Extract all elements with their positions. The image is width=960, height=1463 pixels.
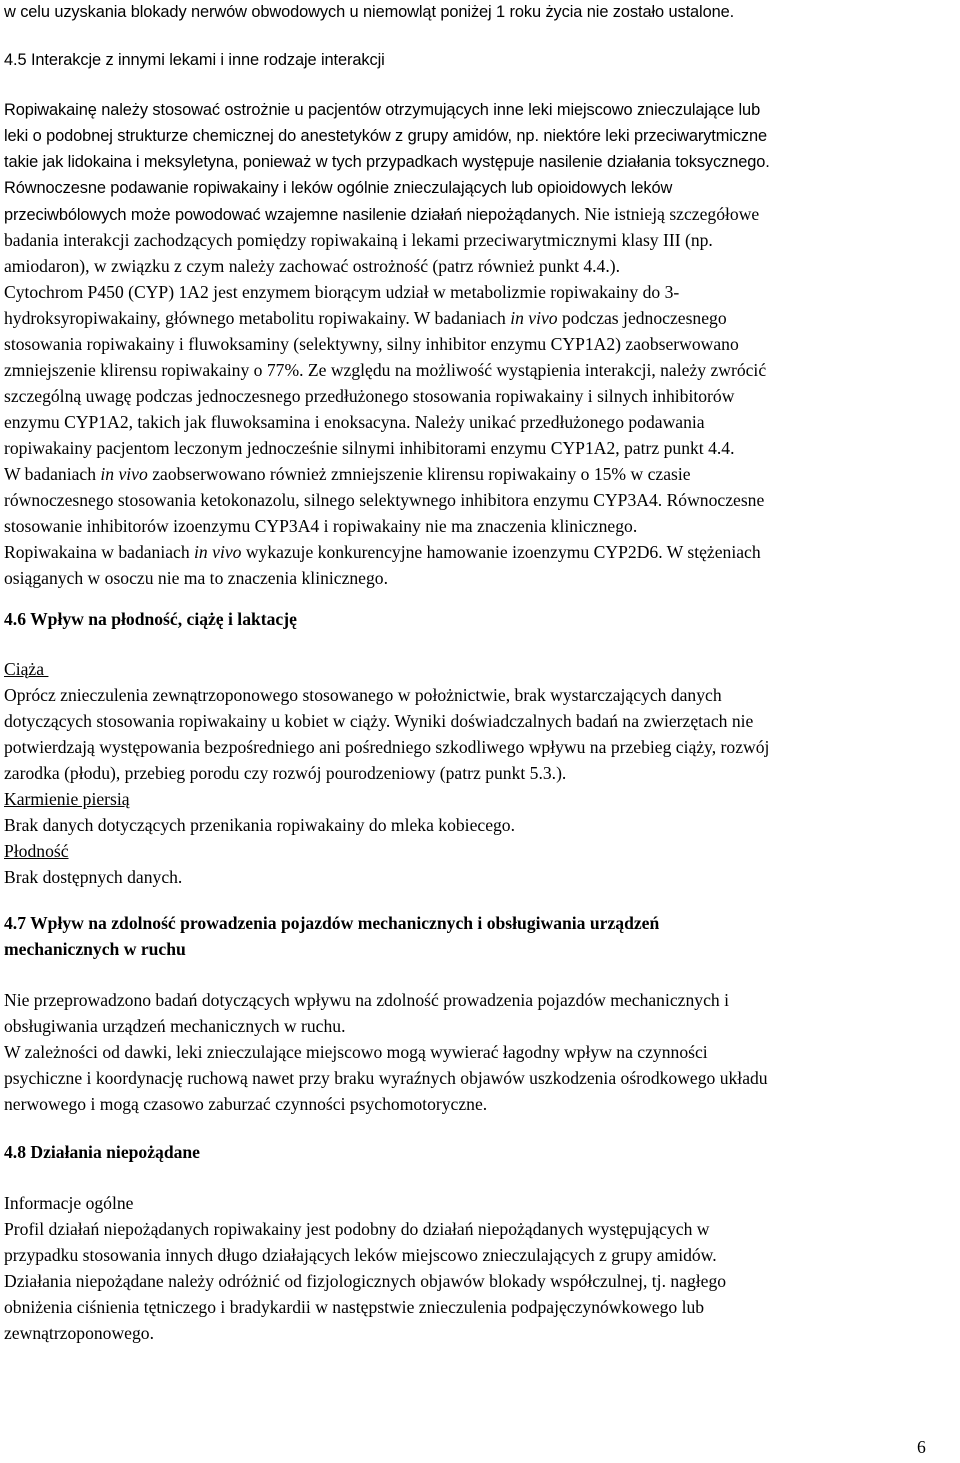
text-line: przypadku stosowania innych długo działających leków miejscowo znieczulających z grupy amidów.: [4, 1245, 717, 1265]
text-line: [4, 305, 770, 331]
section-4-6: [4, 606, 297, 632]
subheading-line: [4, 786, 769, 812]
section-4-5-body: [4, 97, 770, 591]
section-heading: 4.8 Działania niepożądane: [4, 1142, 200, 1162]
text-line: Oprócz znieczulenia zewnątrzoponowego stosowanego w położnictwie, brak wystarczających danych: [4, 685, 722, 705]
subheading-breastfeeding: Karmienie piersią: [4, 789, 130, 809]
section-heading-line: 4.7 Wpływ na zdolność prowadzenia pojazdów mechanicznych i obsługiwania urządzeń: [4, 913, 660, 933]
text-line: Profil działań niepożądanych ropiwakainy jest podobny do działań niepożądanych występujących w: [4, 1219, 710, 1239]
section-4-8-body: [4, 1190, 726, 1346]
text-line: amiodaron), w związku z czym należy zachować ostrożność (patrz również punkt 4.4.).: [4, 256, 621, 276]
text-line: szczególną uwagę podczas jednoczesnego przedłużonego stosowania ropiwakainy i silnych inhibitorów: [4, 386, 735, 406]
section-4-7: [4, 910, 659, 962]
subheading-line: [4, 656, 769, 682]
text-segment: wykazuje konkurencyjne hamowanie izoenzymu CYP2D6. W stężeniach: [241, 542, 761, 562]
subheading-fertility: Płodność: [4, 841, 69, 861]
text-line: Brak danych dotyczących przenikania ropiwakainy do mleka kobiecego.: [4, 815, 515, 835]
text-line: Nie przeprowadzono badań dotyczących wpływu na zdolność prowadzenia pojazdów mechanicznych i: [4, 990, 729, 1010]
section-heading: 4.5 Interakcje z innymi lekami i inne rodzaje interakcji: [4, 51, 385, 69]
text-line: badania interakcji zachodzących pomiędzy ropiwakainą i lekami przeciwarytmicznymi klasy III (np.: [4, 230, 713, 250]
text-line: w celu uzyskania blokady nerwów obwodowych u niemowląt poniżej 1 roku życia nie zostało ustalone.: [4, 3, 735, 21]
text-line: W zależności od dawki, leki znieczulające miejscowo mogą wywierać łagodny wpływ na czynności: [4, 1042, 708, 1062]
text-line: obniżenia ciśnienia tętniczego i bradykardii w następstwie znieczulenia podpajęczynówkowego lub: [4, 1297, 705, 1317]
text-line: osiąganych w osoczu nie ma to znaczenia klinicznego.: [4, 568, 388, 588]
text-line: zmniejszenie klirensu ropiwakainy o 77%. Ze względu na możliwość wystąpienia interakcji, należy zwrócić: [4, 360, 767, 380]
text-segment: W badaniach: [4, 464, 101, 484]
text-line: dotyczących stosowania ropiwakainy u kobiet w ciąży. Wyniki doświadczalnych badań na zwierzętach nie: [4, 711, 754, 731]
section-heading: 4.6 Wpływ na płodność, ciążę i laktację: [4, 609, 297, 629]
text-line: ropiwakainy pacjentom leczonym jednocześnie silnymi inhibitorami enzymu CYP1A2, patrz punkt 4.4.: [4, 438, 735, 458]
section-4-7-body: [4, 987, 768, 1117]
text-line: enzymu CYP1A2, takich jak fluwoksamina i enoksacyna. Należy unikać przedłużonego podawania: [4, 412, 705, 432]
text-segment: W badaniach: [409, 308, 511, 328]
section-4-8: [4, 1139, 200, 1165]
text-segment: Nie istnieją szczegółowe: [579, 204, 760, 224]
text-line: [4, 201, 770, 227]
text-line: [4, 461, 770, 487]
text-segment: Ropiwakaina w badaniach: [4, 542, 195, 562]
italic-term: in vivo: [510, 308, 558, 328]
text-segment: podczas jednoczesnego: [557, 308, 727, 328]
text-line: psychiczne i koordynację ruchową nawet przy braku wyraźnych objawów uszkodzenia ośrodkowego układu: [4, 1068, 768, 1088]
text-line: Ropiwakainę należy stosować ostrożnie u pacjentów otrzymujących inne leki miejscowo znieczulające lub: [4, 101, 761, 119]
text-line: zewnątrzoponowego.: [4, 1323, 154, 1343]
text-line: Równoczesne podawanie ropiwakainy i leków ogólnie znieczulających lub opioidowych leków: [4, 179, 673, 197]
section-4-6-body: [4, 656, 769, 890]
section-heading-line: mechanicznych w ruchu: [4, 939, 186, 959]
page-number: 6: [917, 1437, 926, 1457]
subheading-line: [4, 838, 769, 864]
text-line: leki o podobnej strukturze chemicznej do anestetyków z grupy amidów, np. niektóre leki przeciwarytmiczne: [4, 127, 768, 145]
section-4-5: [4, 47, 385, 73]
text-segment: przeciwbólowych może powodować wzajemne nasilenie działań niepożądanych.: [4, 206, 580, 224]
text-line: obsługiwania urządzeń mechanicznych w ruchu.: [4, 1016, 346, 1036]
text-line: Brak dostępnych danych.: [4, 867, 183, 887]
text-line: Działania niepożądane należy odróżnić od fizjologicznych objawów blokady współczulnej, tj. nagłego: [4, 1271, 727, 1291]
text-line: [4, 539, 770, 565]
text-line: zarodka (płodu), przebieg porodu czy rozwój pourodzeniowy (patrz punkt 5.3.).: [4, 763, 567, 783]
italic-term: in vivo: [194, 542, 242, 562]
text-line: potwierdzają występowania bezpośredniego ani pośredniego szkodliwego wpływu na przebieg ciąży, rozwój: [4, 737, 770, 757]
text-segment: zaobserwowano również zmniejszenie klirensu ropiwakainy o 15% w czasie: [147, 464, 691, 484]
italic-term: in vivo: [100, 464, 148, 484]
text-line: takie jak lidokaina i meksyletyna, ponieważ w tych przypadkach występuje nasilenie działania toksycznego.: [4, 153, 770, 171]
subheading-pregnancy: Ciąża: [4, 659, 49, 679]
text-line: stosowanie inhibitorów izoenzymu CYP3A4 i ropiwakainy nie ma znaczenia klinicznego.: [4, 516, 638, 536]
text-line: nerwowego i mogą czasowo zaburzać czynności psychomotoryczne.: [4, 1094, 488, 1114]
text-line: stosowania ropiwakainy i fluwoksaminy (selektywny, silny inhibitor enzymu CYP1A2) zaobserwowano: [4, 334, 739, 354]
top-continuation: [4, 0, 734, 25]
text-segment: hydroksyropiwakainy, głównego metabolitu ropiwakainy.: [4, 308, 410, 328]
subheading-general: Informacje ogólne: [4, 1193, 134, 1213]
text-line: Cytochrom P450 (CYP) 1A2 jest enzymem biorącym udział w metabolizmie ropiwakainy do 3-: [4, 282, 680, 302]
text-line: równoczesnego stosowania ketokonazolu, silnego selektywnego inhibitora enzymu CYP3A4. Równoczesne: [4, 490, 765, 510]
